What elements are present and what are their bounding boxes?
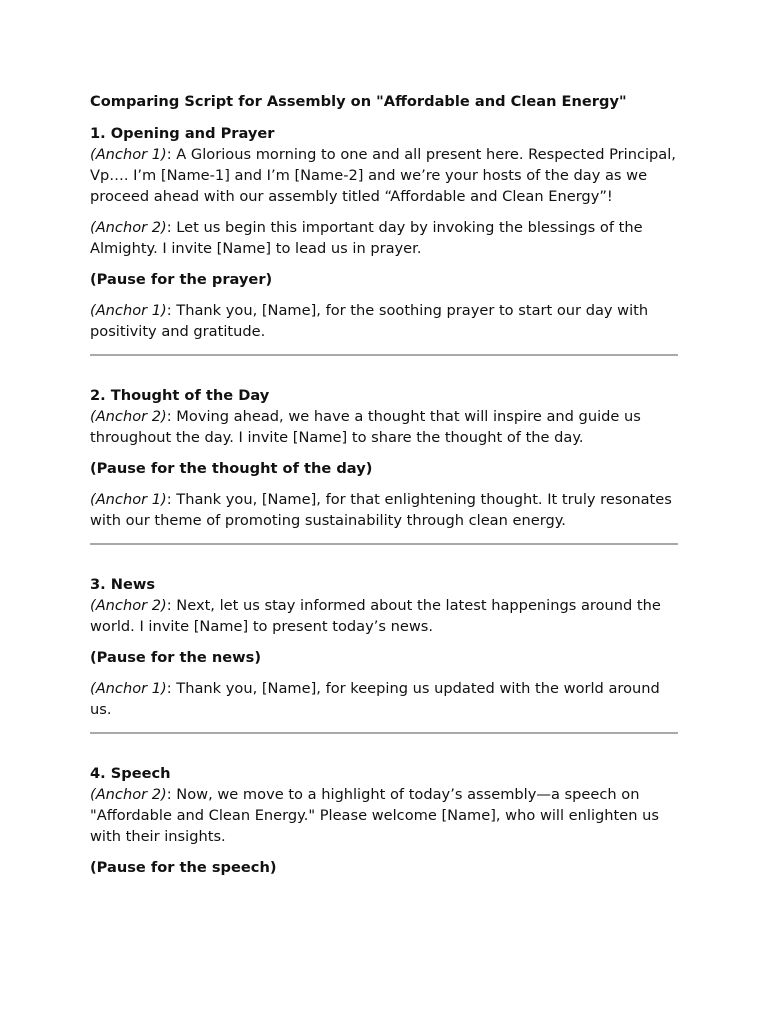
- paragraph-text: : Thank you, [Name], for keeping us updated with the world around us.: [90, 680, 660, 718]
- script-paragraph: [90, 300, 680, 342]
- script-paragraph: [90, 595, 680, 637]
- section-divider: [90, 732, 678, 734]
- script-paragraph: [90, 784, 680, 847]
- script-paragraph: [90, 678, 680, 720]
- speaker-label: (Anchor 2): [90, 408, 167, 425]
- section-divider: [90, 354, 678, 356]
- section-divider: [90, 543, 678, 545]
- script-paragraph: [90, 217, 680, 259]
- pause-note: (Pause for the news): [90, 649, 261, 666]
- script-paragraph: [90, 406, 680, 448]
- pause-note: (Pause for the prayer): [90, 271, 273, 288]
- speaker-label: (Anchor 1): [90, 491, 167, 508]
- speaker-label: (Anchor 1): [90, 302, 167, 319]
- pause-note: (Pause for the speech): [90, 859, 277, 876]
- paragraph-text: : Now, we move to a highlight of today’s assembly—a speech on "Affordable and Clean Energy." Please welcome [Name], who will enlighten us with their insights.: [90, 786, 659, 845]
- script-paragraph: [90, 489, 680, 531]
- section-heading: 4. Speech: [90, 765, 171, 782]
- document-page: [90, 91, 680, 888]
- pause-note: (Pause for the thought of the day): [90, 460, 373, 477]
- speaker-label: (Anchor 1): [90, 680, 167, 697]
- document-title: Comparing Script for Assembly on "Affordable and Clean Energy": [90, 93, 627, 110]
- paragraph-text: : Thank you, [Name], for the soothing prayer to start our day with positivity and gratitude.: [90, 302, 649, 340]
- speaker-label: (Anchor 2): [90, 786, 167, 803]
- section-heading: 2. Thought of the Day: [90, 387, 270, 404]
- section-opening-prayer: [90, 123, 680, 342]
- speaker-label: (Anchor 2): [90, 597, 167, 614]
- paragraph-text: : Next, let us stay informed about the latest happenings around the world. I invite [Name] to present today’s news.: [90, 597, 661, 635]
- section-heading: 3. News: [90, 576, 156, 593]
- paragraph-text: : Let us begin this important day by invoking the blessings of the Almighty. I invite [Name] to lead us in prayer.: [90, 219, 643, 257]
- paragraph-text: : A Glorious morning to one and all present here. Respected Principal, Vp…. I’m [Name-1] and I’m [Name-2] and we’re your hosts of the day as we proceed ahead with our assembly titled “Affordable and Clean Energy”!: [90, 146, 676, 205]
- section-heading: 1. Opening and Prayer: [90, 125, 275, 142]
- paragraph-text: : Moving ahead, we have a thought that will inspire and guide us throughout the day. I invite [Name] to share the thought of the day.: [90, 408, 641, 446]
- paragraph-text: : Thank you, [Name], for that enlightening thought. It truly resonates with our theme of promoting sustainability through clean energy.: [90, 491, 672, 529]
- script-paragraph: [90, 144, 680, 207]
- section-thought-of-the-day: [90, 385, 680, 531]
- speaker-label: (Anchor 1): [90, 146, 167, 163]
- section-speech: [90, 763, 680, 878]
- section-news: [90, 574, 680, 720]
- speaker-label: (Anchor 2): [90, 219, 167, 236]
